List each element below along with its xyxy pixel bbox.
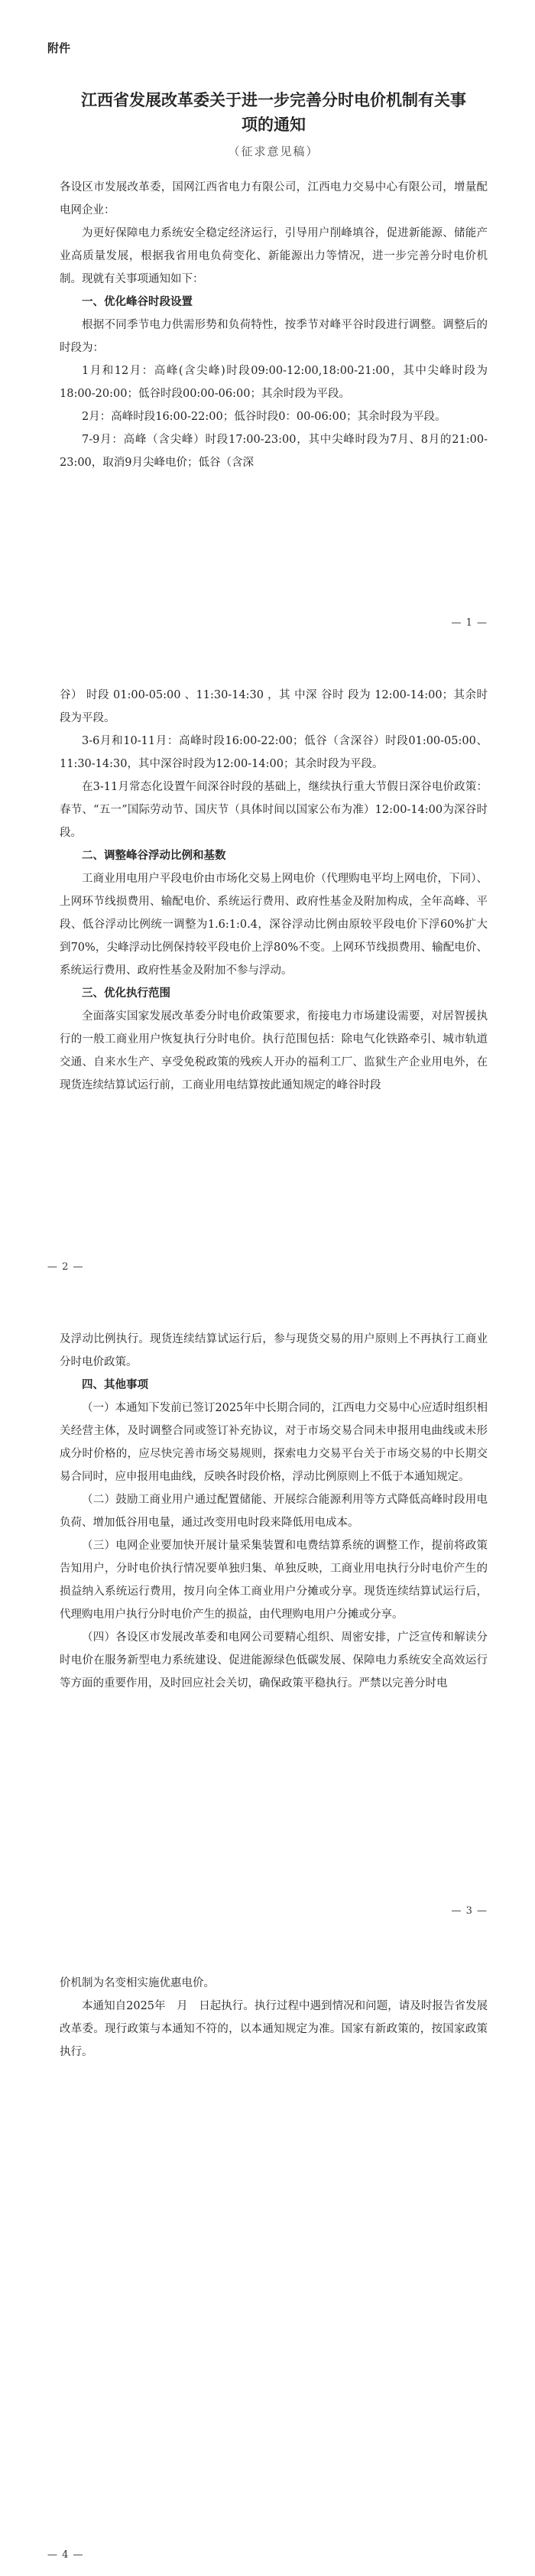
document-title <box>60 0 488 137</box>
page-3-paragraph-1: 及浮动比例执行。现货连续结算试运行后，参与现货交易的用户原则上不再执行工商业分时电价政策。 <box>60 1333 488 1368</box>
document-page-2 <box>0 644 535 1288</box>
title-line-2: 项的通知 <box>242 115 306 134</box>
salutation: 各设区市发展改革委，国网江西省电力有限公司，江西电力交易中心有限公司，增量配电网企业： <box>60 181 488 216</box>
document-subtitle: （征求意见稿） <box>228 145 319 158</box>
intro-paragraph: 为更好保障电力系统安全稳定经济运行，引导用户削峰填谷，促进新能源、储能产业高质量发展，根据我省用电负荷变化、新能源出力等情况，进一步完善分时电价机制。现就有关事项通知如下： <box>60 227 488 285</box>
section-4-item-1: （一）本通知下发前已签订2025年中长期合同的，江西电力交易中心应适时组织相关经营主体，及时调整合同或签订补充协议，对于市场交易合同未申报用电曲线或未形成分时价格的，应尽快完善市场交易规则，探索电力交易平台关于市场交易的中长期交易合同时，应申报用电曲线，反映各时段价格，浮动比例原则上不低于本通知规定。 <box>60 1402 488 1483</box>
page-4-paragraph-1: 价机制为名变相实施优惠电价。 <box>60 1977 215 1989</box>
section-1-heading: 一、优化峰谷时段设置 <box>82 296 193 308</box>
page-2-body <box>60 644 488 1097</box>
attachment-label: 附件 <box>47 41 71 55</box>
document-page-1 <box>0 0 535 644</box>
section-1-paragraph-4: 7-9月：高峰（含尖峰）时段17:00-23:00，其中尖峰时段为7月、8月的21:00-23:00，取消9月尖峰电价；低谷（含深 <box>60 434 488 469</box>
section-3-heading: 三、优化执行范围 <box>82 987 170 1000</box>
page-2-paragraph-1: 谷） 时段 01:00-05:00 、11:30-14:30 ，其 中深 谷时 段为 12:00-14:00；其余时段为平段。 <box>60 689 488 724</box>
document-page-4 <box>0 1932 535 2576</box>
section-1-paragraph-1: 根据不同季节电力供需形势和负荷特性，按季节对峰平谷时段进行调整。调整后的时段为： <box>60 319 488 354</box>
page-4-body <box>60 1932 488 2064</box>
page-number-2: — 2 — <box>47 1261 84 1273</box>
title-line-1: 江西省发展改革委关于进一步完善分时电价机制有关事 <box>81 91 466 109</box>
section-4-item-3: （三）电网企业要加快开展计量采集装置和电费结算系统的调整工作，提前将政策告知用户，分时电价执行情况要单独归集、单独反映，工商业用电执行分时电价产生的损益纳入系统运行费用，按月向全体工商业用户分摊或分享。现货连续结算试运行后，代理购电用户执行分时电价产生的损益，由代理购电用户分摊或分享。 <box>60 1540 488 1621</box>
document-page-3 <box>0 1288 535 1932</box>
section-1-paragraph-2: 1月和12月：高峰(含尖峰)时段09:00-12:00,18:00-21:00，其中尖峰时段为18:00-20:00；低谷时段00:00-06:00；其余时段为平段。 <box>60 365 488 400</box>
page-4-paragraph-2: 本通知自2025年 月 日起执行。执行过程中遇到情况和问题，请及时报告省发展改革委。现行政策与本通知不符的，以本通知规定为准。国家有新政策的，按国家政策执行。 <box>60 2000 488 2058</box>
page-number-4: — 4 — <box>47 2549 84 2561</box>
page-number-1: — 1 — <box>451 617 488 629</box>
page-3-body <box>60 1288 488 1695</box>
page-number-3: — 3 — <box>451 1905 488 1917</box>
page-2-paragraph-2: 3-6月和10-11月：高峰时段16:00-22:00；低谷（含深谷）时段01:00-05:00、11:30-14:30，其中深谷时段为12:00-14:00；其余时段为平段。 <box>60 735 488 770</box>
section-2-paragraph-1: 工商业用电用户平段电价由市场化交易上网电价（代理购电平均上网电价，下同）、上网环节线损费用、输配电价、系统运行费用、政府性基金及附加构成，全年高峰、平段、低谷浮动比例统一调整为1.6:1:0.4，深谷浮动比例由原较平段电价下浮60%扩大到70%，尖峰浮动比例保持较平段电价上浮80%不变。上网环节线损费用、输配电价、系统运行费用、政府性基金及附加不参与浮动。 <box>60 873 488 977</box>
section-1-paragraph-3: 2月：高峰时段16:00-22:00；低谷时段0：00-06:00；其余时段为平段。 <box>82 411 446 423</box>
page-2-paragraph-3: 在3-11月常态化设置午间深谷时段的基础上，继续执行重大节假日深谷电价政策：春节、“五一”国际劳动节、国庆节（具体时间以国家公布为准）12:00-14:00为深谷时段。 <box>60 781 488 839</box>
section-4-heading: 四、其他事项 <box>82 1379 148 1391</box>
section-4-item-2: （二）鼓励工商业用户通过配置储能、开展综合能源利用等方式降低高峰时段用电负荷、增加低谷用电量，通过改变用电时段来降低用电成本。 <box>60 1494 488 1529</box>
section-2-heading: 二、调整峰谷浮动比例和基数 <box>82 850 226 862</box>
section-4-item-4: （四）各设区市发展改革委和电网公司要精心组织、周密安排，广泛宣传和解读分时电价在服务新型电力系统建设、促进能源绿色低碳发展、保障电力系统安全高效运行等方面的重要作用，及时回应社会关切，确保政策平稳执行。严禁以完善分时电 <box>60 1631 488 1690</box>
page-1-body <box>60 176 488 474</box>
section-3-paragraph-1: 全面落实国家发展改革委分时电价政策要求，衔接电力市场建设需要，对居智援执行的一般工商业用户恢复执行分时电价。执行范围包括：除电气化铁路牵引、城市轨道交通、自来水生产、享受免税政策的残疾人开办的福利工厂、监狱生产企业用电外，在现货连续结算试运行前，工商业用电结算按此通知规定的峰谷时段 <box>60 1010 488 1091</box>
